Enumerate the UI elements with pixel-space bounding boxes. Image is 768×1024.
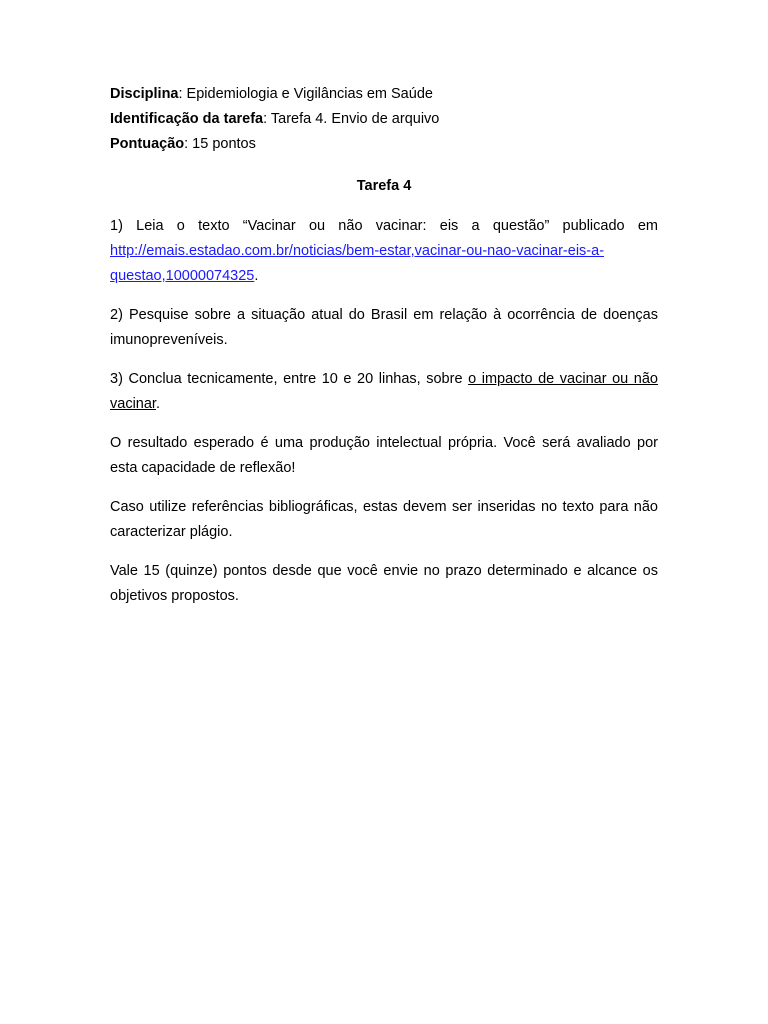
paragraph-6: Vale 15 (quinze) pontos desde que você envie no prazo determinado e alcance os objetivos propostos.: [110, 563, 658, 604]
paragraph-1: [110, 214, 658, 289]
score-value: : 15 pontos: [184, 136, 256, 152]
score-line: [110, 132, 658, 157]
paragraph-3-text: 3) Conclua tecnicamente, entre 10 e 20 linhas, sobre: [110, 371, 469, 387]
task-id-line: [110, 107, 658, 132]
paragraph-3-end: .: [155, 396, 160, 412]
discipline-line: [110, 82, 658, 107]
article-link[interactable]: http://emais.estadao.com.br/noticias/bem-estar,vacinar-ou-nao-vacinar-eis-a-questao,10000074325: [110, 243, 605, 284]
discipline-label: Disciplina: [110, 86, 179, 102]
paragraph-1-end: .: [254, 268, 259, 284]
paragraph-4: O resultado esperado é uma produção intelectual própria. Você será avaliado por esta capacidade de reflexão!: [110, 435, 658, 476]
score-label: Pontuação: [110, 136, 185, 152]
task-id-label: Identificação da tarefa: [110, 111, 264, 127]
paragraph-3-underlined: o impacto de vacinar ou não vacinar: [110, 371, 658, 412]
paragraph-2: 2) Pesquise sobre a situação atual do Brasil em relação à ocorrência de doenças imunopreveníveis.: [110, 307, 658, 348]
task-title: Tarefa 4: [356, 178, 412, 194]
paragraph-1-text: 1) Leia o texto “Vacinar ou não vacinar: eis a questão” publicado em: [110, 218, 658, 234]
paragraph-5: Caso utilize referências bibliográficas, estas devem ser inseridas no texto para não caracterizar plágio.: [110, 499, 658, 540]
task-id-value: : Tarefa 4. Envio de arquivo: [263, 111, 440, 127]
document-content: [110, 82, 658, 623]
discipline-value: : Epidemiologia e Vigilâncias em Saúde: [178, 86, 433, 102]
paragraph-3: [110, 367, 658, 417]
